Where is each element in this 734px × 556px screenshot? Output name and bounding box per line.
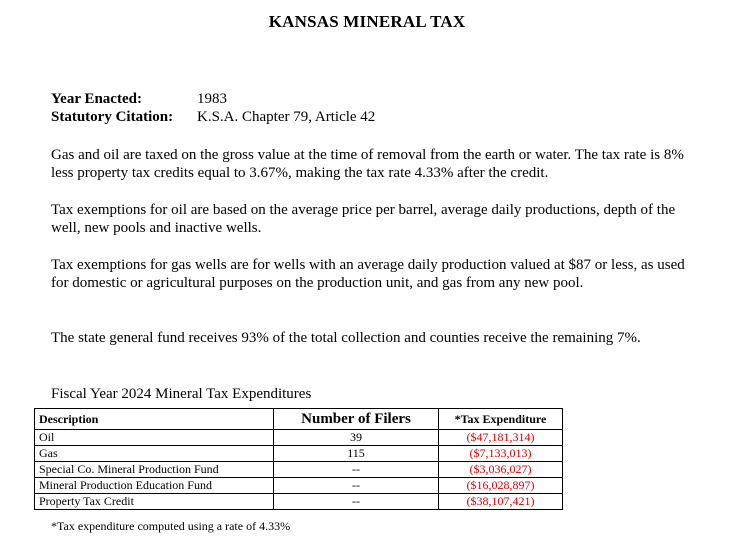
year-enacted-label: Year Enacted: [51, 91, 142, 107]
row-description: Property Tax Credit [35, 494, 274, 510]
year-enacted-value: 1983 [197, 91, 227, 107]
header-number-of-filers: Number of Filers [274, 409, 439, 430]
row-expenditure: ($47,181,314) [439, 430, 563, 446]
row-expenditure: ($16,028,897) [439, 478, 563, 494]
row-filers: 39 [274, 430, 439, 446]
document-title: KANSAS MINERAL TAX [268, 12, 466, 31]
row-filers: -- [274, 462, 439, 478]
year-enacted [51, 90, 227, 108]
row-expenditure: ($38,107,421) [439, 494, 563, 510]
table-header-row [35, 409, 563, 430]
expenditures-table [34, 408, 563, 510]
table-row [35, 462, 563, 478]
row-description: Mineral Production Education Fund [35, 478, 274, 494]
paragraph-gas-exemptions: Tax exemptions for gas wells are for wells with an average daily production valued at $87 or less, as used for domestic or agricultural purposes on the production unit, and gas from any new pool. [51, 257, 685, 291]
table-row [35, 478, 563, 494]
row-expenditure: ($3,036,027) [439, 462, 563, 478]
paragraph-tax-rate: Gas and oil are taxed on the gross value at the time of removal from the earth or water. The tax rate is 8% less property tax credits equal to 3.67%, making the tax rate 4.33% after the credit. [51, 147, 684, 181]
header-tax-expenditure: *Tax Expenditure [439, 409, 563, 430]
row-filers: 115 [274, 446, 439, 462]
row-expenditure: ($7,133,013) [439, 446, 563, 462]
statutory-citation [51, 108, 375, 126]
table-row [35, 446, 563, 462]
paragraph-distribution: The state general fund receives 93% of the total collection and counties receive the remaining 7%. [51, 330, 641, 346]
table-footnote: *Tax expenditure computed using a rate of 4.33% [51, 519, 291, 533]
table-title: Fiscal Year 2024 Mineral Tax Expenditures [51, 386, 312, 402]
row-filers: -- [274, 478, 439, 494]
statutory-citation-label: Statutory Citation: [51, 109, 174, 125]
row-filers: -- [274, 494, 439, 510]
row-description: Oil [35, 430, 274, 446]
paragraph-oil-exemptions: Tax exemptions for oil are based on the average price per barrel, average daily productions, depth of the well, new pools and inactive wells. [51, 202, 676, 236]
row-description: Special Co. Mineral Production Fund [35, 462, 274, 478]
header-description: Description [35, 409, 274, 430]
statutory-citation-value: K.S.A. Chapter 79, Article 42 [197, 109, 376, 125]
table-row [35, 430, 563, 446]
row-description: Gas [35, 446, 274, 462]
table-row [35, 494, 563, 510]
